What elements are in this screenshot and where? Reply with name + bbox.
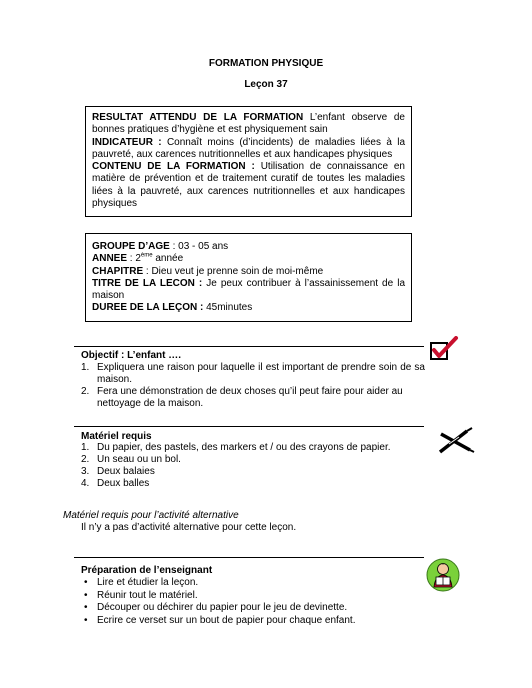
list-item xyxy=(81,454,425,466)
annee-label: ANNEE xyxy=(92,253,128,265)
list-text: Deux balaies xyxy=(97,466,155,477)
bullet: • xyxy=(84,589,88,601)
annee-post: année xyxy=(152,253,184,265)
objectif-divider xyxy=(74,346,424,347)
materiel-title: Matériel requis xyxy=(81,431,152,442)
chapitre-text: : Dieu veut je prenne soin de moi-même xyxy=(143,265,324,277)
list-item xyxy=(81,478,425,490)
pencils-icon xyxy=(437,426,475,459)
indicateur-text: Connaît moins (d’incidents) de maladies liées à la pauvreté, aux carences nutritionnelles et aux handicapes physiques xyxy=(92,136,406,160)
list-item xyxy=(81,615,425,628)
objectif-title: Objectif : L’enfant …. xyxy=(81,350,182,361)
contenu-paragraph xyxy=(92,161,405,210)
chapitre-line xyxy=(92,266,405,278)
list-text: Découper ou déchirer du papier pour le jeu de devinette. xyxy=(97,602,348,613)
list-item xyxy=(81,442,425,454)
contenu-label: CONTENU DE LA FORMATION : xyxy=(92,161,255,173)
checkbox-check-icon xyxy=(429,336,459,365)
groupe-label: GROUPE D’AGE xyxy=(92,241,170,252)
list-number: 2. xyxy=(81,454,90,465)
preparation-list xyxy=(81,577,425,627)
list-item xyxy=(81,590,425,603)
titre-label: TITRE DE LA LECON : xyxy=(92,277,203,289)
preparation-title: Préparation de l’enseignant xyxy=(81,565,213,576)
list-number: 3. xyxy=(81,466,90,477)
indicateur-label: INDICATEUR : xyxy=(92,136,162,148)
annee-pre: : 2 xyxy=(127,253,141,265)
resultat-text: L’enfant observe de bonnes pratiques d’hygiène et est physiquement sain xyxy=(92,112,405,136)
duree-text: 45minutes xyxy=(203,302,253,314)
lesson-number: Leçon 37 xyxy=(244,79,288,90)
page-title: FORMATION PHYSIQUE xyxy=(208,58,324,69)
list-text: Deux balles xyxy=(97,478,150,489)
list-text: Un seau ou un bol. xyxy=(97,454,181,465)
objectif-list xyxy=(81,362,425,410)
list-item xyxy=(81,577,425,590)
alternative-text: Il n’y a pas d’activité alternative pour cette leçon. xyxy=(81,522,297,533)
list-text: Du papier, des pastels, des markers et / ou des crayons de papier. xyxy=(97,442,391,453)
duree-label: DUREE DE LA LEÇON : xyxy=(92,302,204,314)
bullet: • xyxy=(84,614,88,626)
resultat-paragraph xyxy=(92,112,405,137)
list-number: 1. xyxy=(81,362,90,373)
contenu-text: Utilisation de connaissance en matière de prévention et de traitement curatif de toutes les maladies liées à la pauvreté, aux carences nutritionnelles et aux handicapes physiques xyxy=(92,161,405,210)
list-item xyxy=(81,602,425,615)
materiel-divider xyxy=(74,426,424,427)
bullet: • xyxy=(84,577,88,588)
list-text: Fera une démonstration de deux choses qu’il peut faire pour aider au nettoyage de la maison. xyxy=(97,386,403,409)
materiel-list xyxy=(81,442,425,490)
alternative-title: Matériel requis pour l’activité alternative xyxy=(63,510,239,521)
list-item xyxy=(81,386,425,410)
groupe-line xyxy=(92,241,405,253)
list-number: 1. xyxy=(81,442,90,453)
annee-line xyxy=(92,253,405,265)
groupe-text: : 03 - 05 ans xyxy=(169,241,229,252)
list-number: 2. xyxy=(81,386,90,397)
titre-line xyxy=(92,278,405,303)
list-item xyxy=(81,466,425,478)
lesson-goals-box xyxy=(85,106,412,217)
indicateur-paragraph xyxy=(92,137,405,162)
list-text: Expliquera une raison pour laquelle il est important de prendre soin de sa maison. xyxy=(97,362,425,385)
resultat-label: RESULTAT ATTENDU DE LA FORMATION xyxy=(92,112,304,123)
list-item xyxy=(81,362,425,386)
annee-sup: ème xyxy=(140,252,153,259)
titre-text: Je peux contribuer à l’assainissement de la maison xyxy=(92,277,406,302)
list-text: Lire et étudier la leçon. xyxy=(97,577,199,588)
chapitre-label: CHAPITRE xyxy=(92,265,144,277)
list-text: Réunir tout le matériel. xyxy=(97,589,198,601)
preparation-divider xyxy=(74,557,424,558)
lesson-info-box xyxy=(85,233,412,322)
list-number: 4. xyxy=(81,478,90,489)
list-text: Ecrire ce verset sur un bout de papier pour chaque enfant. xyxy=(97,614,356,626)
teacher-reading-icon xyxy=(425,557,461,596)
bullet: • xyxy=(84,602,88,613)
duree-line xyxy=(92,302,405,314)
